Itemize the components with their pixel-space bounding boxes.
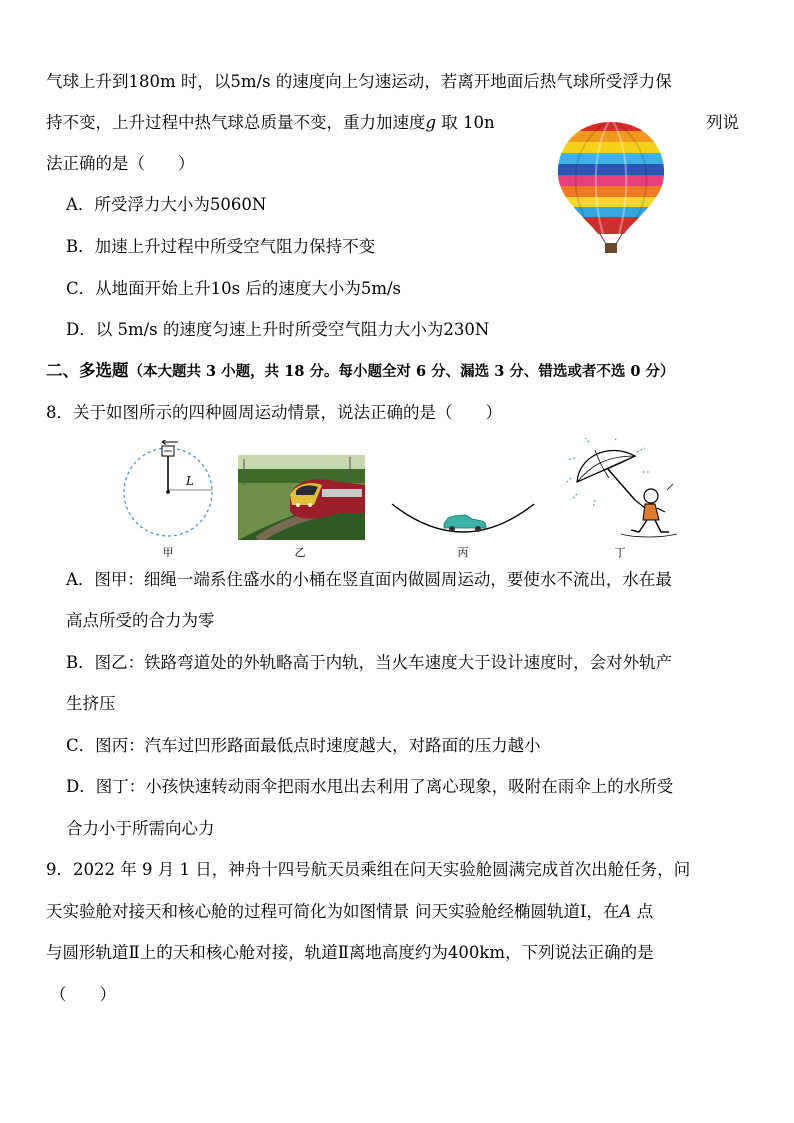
q8-option-b-line-1: B．图乙：铁路弯道处的外轨略高于内轨，当火车速度大于设计速度时，会对外轨产: [66, 653, 673, 672]
q8-option-a-line-1: A．图甲：细绳一端系住盛水的小桶在竖直面内做圆周运动，要使水不流出，水在最: [66, 570, 672, 589]
q8-option-d-line-2: 合力小于所需向心力: [66, 819, 215, 838]
q7-line-1: 气球上升到180m 时，以5m/s 的速度向上匀速运动，若离开地面后热气球所受浮力保: [46, 72, 672, 91]
q7-option-a: A．所受浮力大小为5060N: [66, 195, 267, 214]
q9-line-3: 与圆形轨道Ⅱ上的天和核心舱对接，轨道Ⅱ离地高度约为400km，下列说法正确的是: [46, 943, 654, 962]
caption-yi: 乙: [294, 546, 306, 559]
figure-yi-train-photo: [238, 455, 365, 540]
q8-stem: 8．关于如图所示的四种圆周运动情景，说法正确的是（ ）: [46, 403, 502, 422]
caption-bing: 丙: [457, 546, 469, 559]
q8-option-c: C．图丙：汽车过凹形路面最低点时速度越大，对路面的压力越小: [66, 736, 541, 755]
figure-jia-bucket-circle: [116, 440, 220, 540]
q7-option-d: D．以 5m/s 的速度匀速上升时所受空气阻力大小为230N: [66, 320, 490, 339]
q7-line-2: [46, 111, 495, 135]
q9-line-1: 9．2022 年 9 月 1 日，神舟十四号航天员乘组在问天实验舱圆满完成首次出舱任务，问: [46, 860, 691, 879]
figure-bing-concave-road: [388, 490, 538, 540]
gravity-symbol: g: [425, 113, 437, 132]
q8-option-d-line-1: D．图丁：小孩快速转动雨伞把雨水甩出去利用了离心现象，吸附在雨伞上的水所受: [66, 777, 674, 796]
q8-option-b-line-2: 生挤压: [66, 694, 116, 713]
q7-option-c: C．从地面开始上升10s 后的速度大小为5m/s: [66, 279, 402, 298]
caption-ding: 丁: [614, 546, 626, 559]
q9-line-2: [46, 900, 653, 924]
q7-line-2-text: 持不变，上升过程中热气球总质量不变，重力加速度: [46, 113, 426, 132]
q7-line-2-end: 列说: [706, 113, 739, 132]
point-a-symbol: A: [619, 902, 632, 921]
section-2-note: （本大题共 3 小题，共 18 分。每小题全对 6 分、漏选 3 分、错选或者不选 0 分）: [128, 363, 675, 380]
figure-ding-umbrella-child: [565, 438, 681, 542]
hot-air-balloon-figure: [552, 118, 670, 256]
q7-line-2-tail: 取 10n: [436, 113, 495, 132]
q7-option-b: B．加速上升过程中所受空气阻力保持不变: [66, 237, 376, 256]
caption-jia: 甲: [162, 546, 174, 559]
q9-line-2-part-b: 问天实验舱经椭圆轨道Ⅰ，在: [415, 902, 620, 921]
q9-line-4: （ ）: [50, 985, 116, 1004]
q9-line-2-part-c: 点: [631, 902, 654, 921]
rope-length-label: L: [186, 474, 194, 488]
q8-option-a-line-2: 高点所受的合力为零: [66, 611, 215, 630]
section-2-heading: [46, 359, 675, 384]
q9-line-2-part-a: 天实验舱对接天和核心舱的过程可简化为如图情景: [46, 902, 409, 921]
q7-line-3: 法正确的是（ ）: [46, 154, 195, 173]
section-2-title: 二、多选题: [46, 361, 129, 380]
